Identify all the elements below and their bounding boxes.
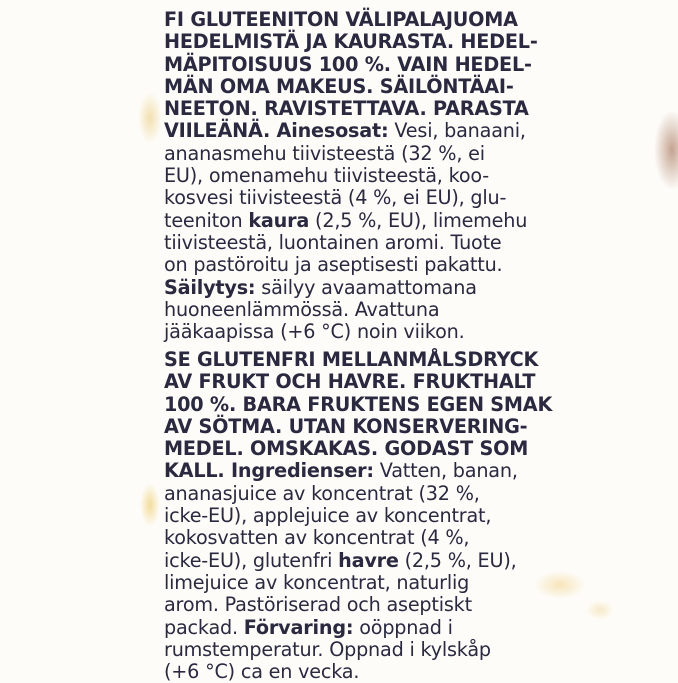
- finnish-text-line: [164, 31, 664, 53]
- finnish-text-line: [164, 299, 664, 321]
- bold-text-segment: SE GLUTENFRI MELLANMÅLSDRYCK: [164, 348, 539, 371]
- bold-text-segment: HEDELMISTÄ JA KAURASTA. HEDEL-: [164, 30, 538, 54]
- bold-text-segment: MÄPITOISUUS 100 %. VAIN HEDEL-: [164, 52, 532, 76]
- text-segment: ananasjuice av koncentrat (32 %,: [164, 481, 480, 505]
- text-segment: ananasmehu tiivisteestä (32 %, ei: [164, 141, 485, 165]
- text-segment: EU), omenamehu tiivisteestä, koo-: [164, 164, 489, 188]
- text-segment: Vatten, banan,: [373, 459, 518, 483]
- finnish-ingredients-text: [164, 9, 664, 343]
- text-segment: säilyy avaamattomana: [255, 275, 477, 299]
- text-segment: icke-EU), applejuice av koncentrat,: [164, 504, 492, 528]
- swedish-text-line: [164, 438, 664, 460]
- bold-text-segment: AV FRUKT OCH HAVRE. FRUKTHALT: [164, 370, 536, 394]
- swedish-text-line: [164, 349, 664, 371]
- text-segment: (+6 °C) ca en vecka.: [164, 660, 360, 683]
- swedish-text-line: [164, 505, 664, 527]
- finnish-text-line: [164, 210, 664, 232]
- swedish-text-line: [164, 394, 664, 416]
- bold-text-segment: FI GLUTEENITON VÄLIPALAJUOMA: [164, 8, 518, 31]
- text-segment: kokosvatten av koncentrat (4 %,: [164, 526, 470, 550]
- finnish-text-line: [164, 9, 664, 31]
- finnish-text-line: [164, 254, 664, 276]
- swedish-text-line: [164, 617, 664, 639]
- swedish-text-line: [164, 572, 664, 594]
- text-segment: Vesi, banaani,: [388, 119, 526, 143]
- text-segment: jääkaapissa (+6 °C) noin viikon.: [164, 320, 465, 344]
- finnish-text-line: [164, 143, 664, 165]
- text-segment: icke-EU), glutenfri: [164, 548, 339, 572]
- swedish-text-line: [164, 460, 664, 482]
- text-segment: (2,5 %, EU), limemehu: [309, 208, 528, 232]
- finnish-text-line: [164, 321, 664, 343]
- text-segment: huoneenlämmössä. Avattuna: [164, 297, 440, 321]
- finnish-text-line: [164, 54, 664, 76]
- text-segment: arom. Pastöriserad och aseptiskt: [164, 593, 472, 617]
- finnish-text-line: [164, 232, 664, 254]
- finnish-text-line: [164, 76, 664, 98]
- swedish-text-line: [164, 527, 664, 549]
- finnish-text-line: [164, 120, 664, 142]
- text-segment: teeniton: [164, 208, 249, 232]
- bold-text-segment: NEETON. RAVISTETTAVA. PARASTA: [164, 97, 529, 121]
- bold-text-segment: MEDEL. OMSKAKAS. GODAST SOM: [164, 437, 529, 461]
- text-segment: (2,5 %, EU),: [398, 548, 517, 572]
- swedish-ingredients-text: [164, 349, 664, 683]
- text-segment: kosvesi tiivisteestä (4 %, ei EU), glu-: [164, 186, 507, 210]
- text-segment: tiivisteestä, luontainen aromi. Tuote: [164, 230, 502, 254]
- bold-text-segment: Förvaring:: [243, 615, 354, 639]
- swedish-text-line: [164, 371, 664, 393]
- bold-text-segment: kaura: [248, 208, 310, 232]
- swedish-text-line: [164, 483, 664, 505]
- swedish-text-line: [164, 661, 664, 683]
- text-segment: on pastöroitu ja aseptisesti pakattu.: [164, 253, 503, 277]
- text-segment: oöppnad i: [353, 615, 453, 639]
- text-segment: rumstemperatur. Oppnad i kylskåp: [164, 637, 491, 661]
- text-segment: packad.: [164, 615, 244, 639]
- finnish-text-line: [164, 277, 664, 299]
- bold-text-segment: Säilytys:: [164, 275, 256, 299]
- finnish-text-line: [164, 98, 664, 120]
- bold-text-segment: VIILEÄNÄ. Ainesosat:: [164, 119, 389, 143]
- swedish-text-line: [164, 639, 664, 661]
- swedish-text-line: [164, 594, 664, 616]
- bold-text-segment: MÄN OMA MAKEUS. SÄILÖNTÄAI-: [164, 74, 514, 98]
- bold-text-segment: KALL. Ingredienser:: [164, 459, 374, 483]
- finnish-text-line: [164, 165, 664, 187]
- text-segment: limejuice av koncentrat, naturlig: [164, 570, 470, 594]
- bold-text-segment: havre: [338, 548, 399, 572]
- bold-text-segment: AV SÖTMA. UTAN KONSERVERING-: [164, 414, 528, 438]
- swedish-text-line: [164, 416, 664, 438]
- bold-text-segment: 100 %. BARA FRUKTENS EGEN SMAK: [164, 392, 553, 416]
- finnish-text-line: [164, 187, 664, 209]
- swedish-text-line: [164, 550, 664, 572]
